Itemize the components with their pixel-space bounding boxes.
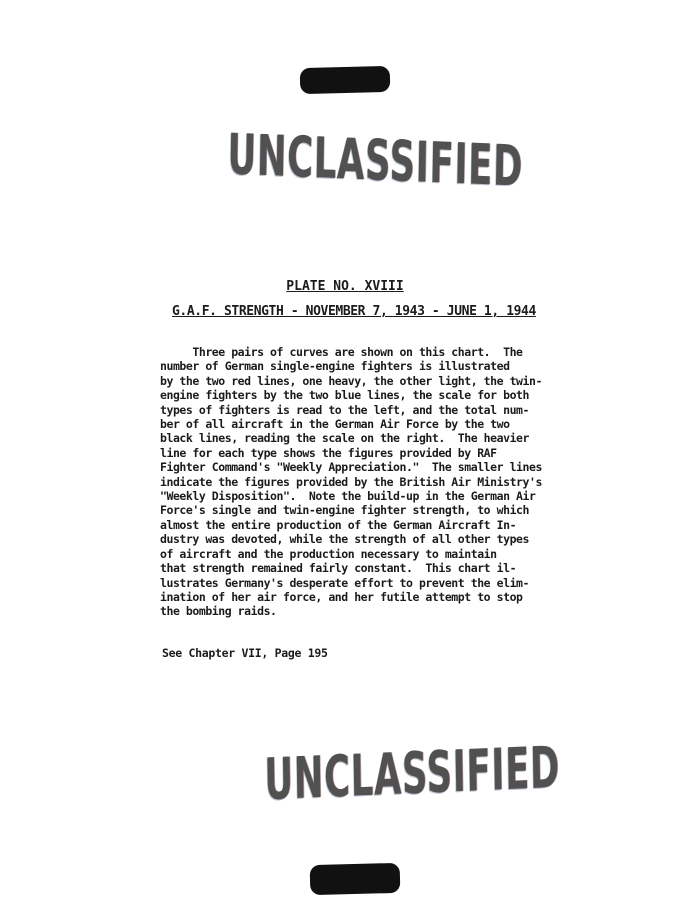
plate-subtitle: G.A.F. STRENGTH - NOVEMBER 7, 1943 - JUNE 1, 1944 (172, 304, 536, 319)
body-line: almost the entire production of the German Aircraft In- (160, 517, 517, 532)
body-line: number of German single-engine fighters is illustrated (160, 359, 510, 374)
body-line: the bombing raids. (160, 604, 277, 619)
chapter-reference: See Chapter VII, Page 195 (162, 646, 328, 660)
body-line: that strength remained fairly constant. This chart il- (160, 561, 517, 576)
unclassified-stamp-top: UNCLASSIFIED (227, 122, 524, 200)
body-line: line for each type shows the figures provided by RAF (160, 445, 497, 460)
body-line: by the two red lines, one heavy, the other light, the twin- (160, 373, 542, 388)
body-line: Fighter Command's "Weekly Appreciation." The smaller lines (160, 460, 542, 475)
body-line: types of fighters is read to the left, and the total num- (160, 402, 529, 417)
body-line: indicate the figures provided by the British Air Ministry's (160, 474, 542, 489)
redaction-mark-top (300, 66, 391, 94)
body-line: ber of all aircraft in the German Air Force by the two (160, 417, 510, 432)
body-line: Three pairs of curves are shown on this chart. The (160, 345, 523, 359)
body-line: lustrates Germany's desperate effort to prevent the elim- (160, 575, 529, 590)
body-line: engine fighters by the two blue lines, the scale for both (160, 388, 529, 403)
body-paragraph (160, 345, 580, 619)
plate-title: PLATE NO. XVIII (286, 279, 404, 294)
body-line: of aircraft and the production necessary to maintain (160, 546, 497, 561)
redaction-mark-bottom (310, 863, 401, 895)
unclassified-stamp-bottom: UNCLASSIFIED (263, 735, 561, 814)
body-line: black lines, reading the scale on the right. The heavier (160, 431, 529, 446)
body-line: Force's single and twin-engine fighter strength, to which (160, 503, 529, 518)
body-line: ination of her air force, and her futile attempt to stop (160, 589, 523, 604)
body-line: dustry was devoted, while the strength of all other types (160, 532, 529, 547)
body-line: "Weekly Disposition". Note the build-up in the German Air (160, 489, 536, 504)
